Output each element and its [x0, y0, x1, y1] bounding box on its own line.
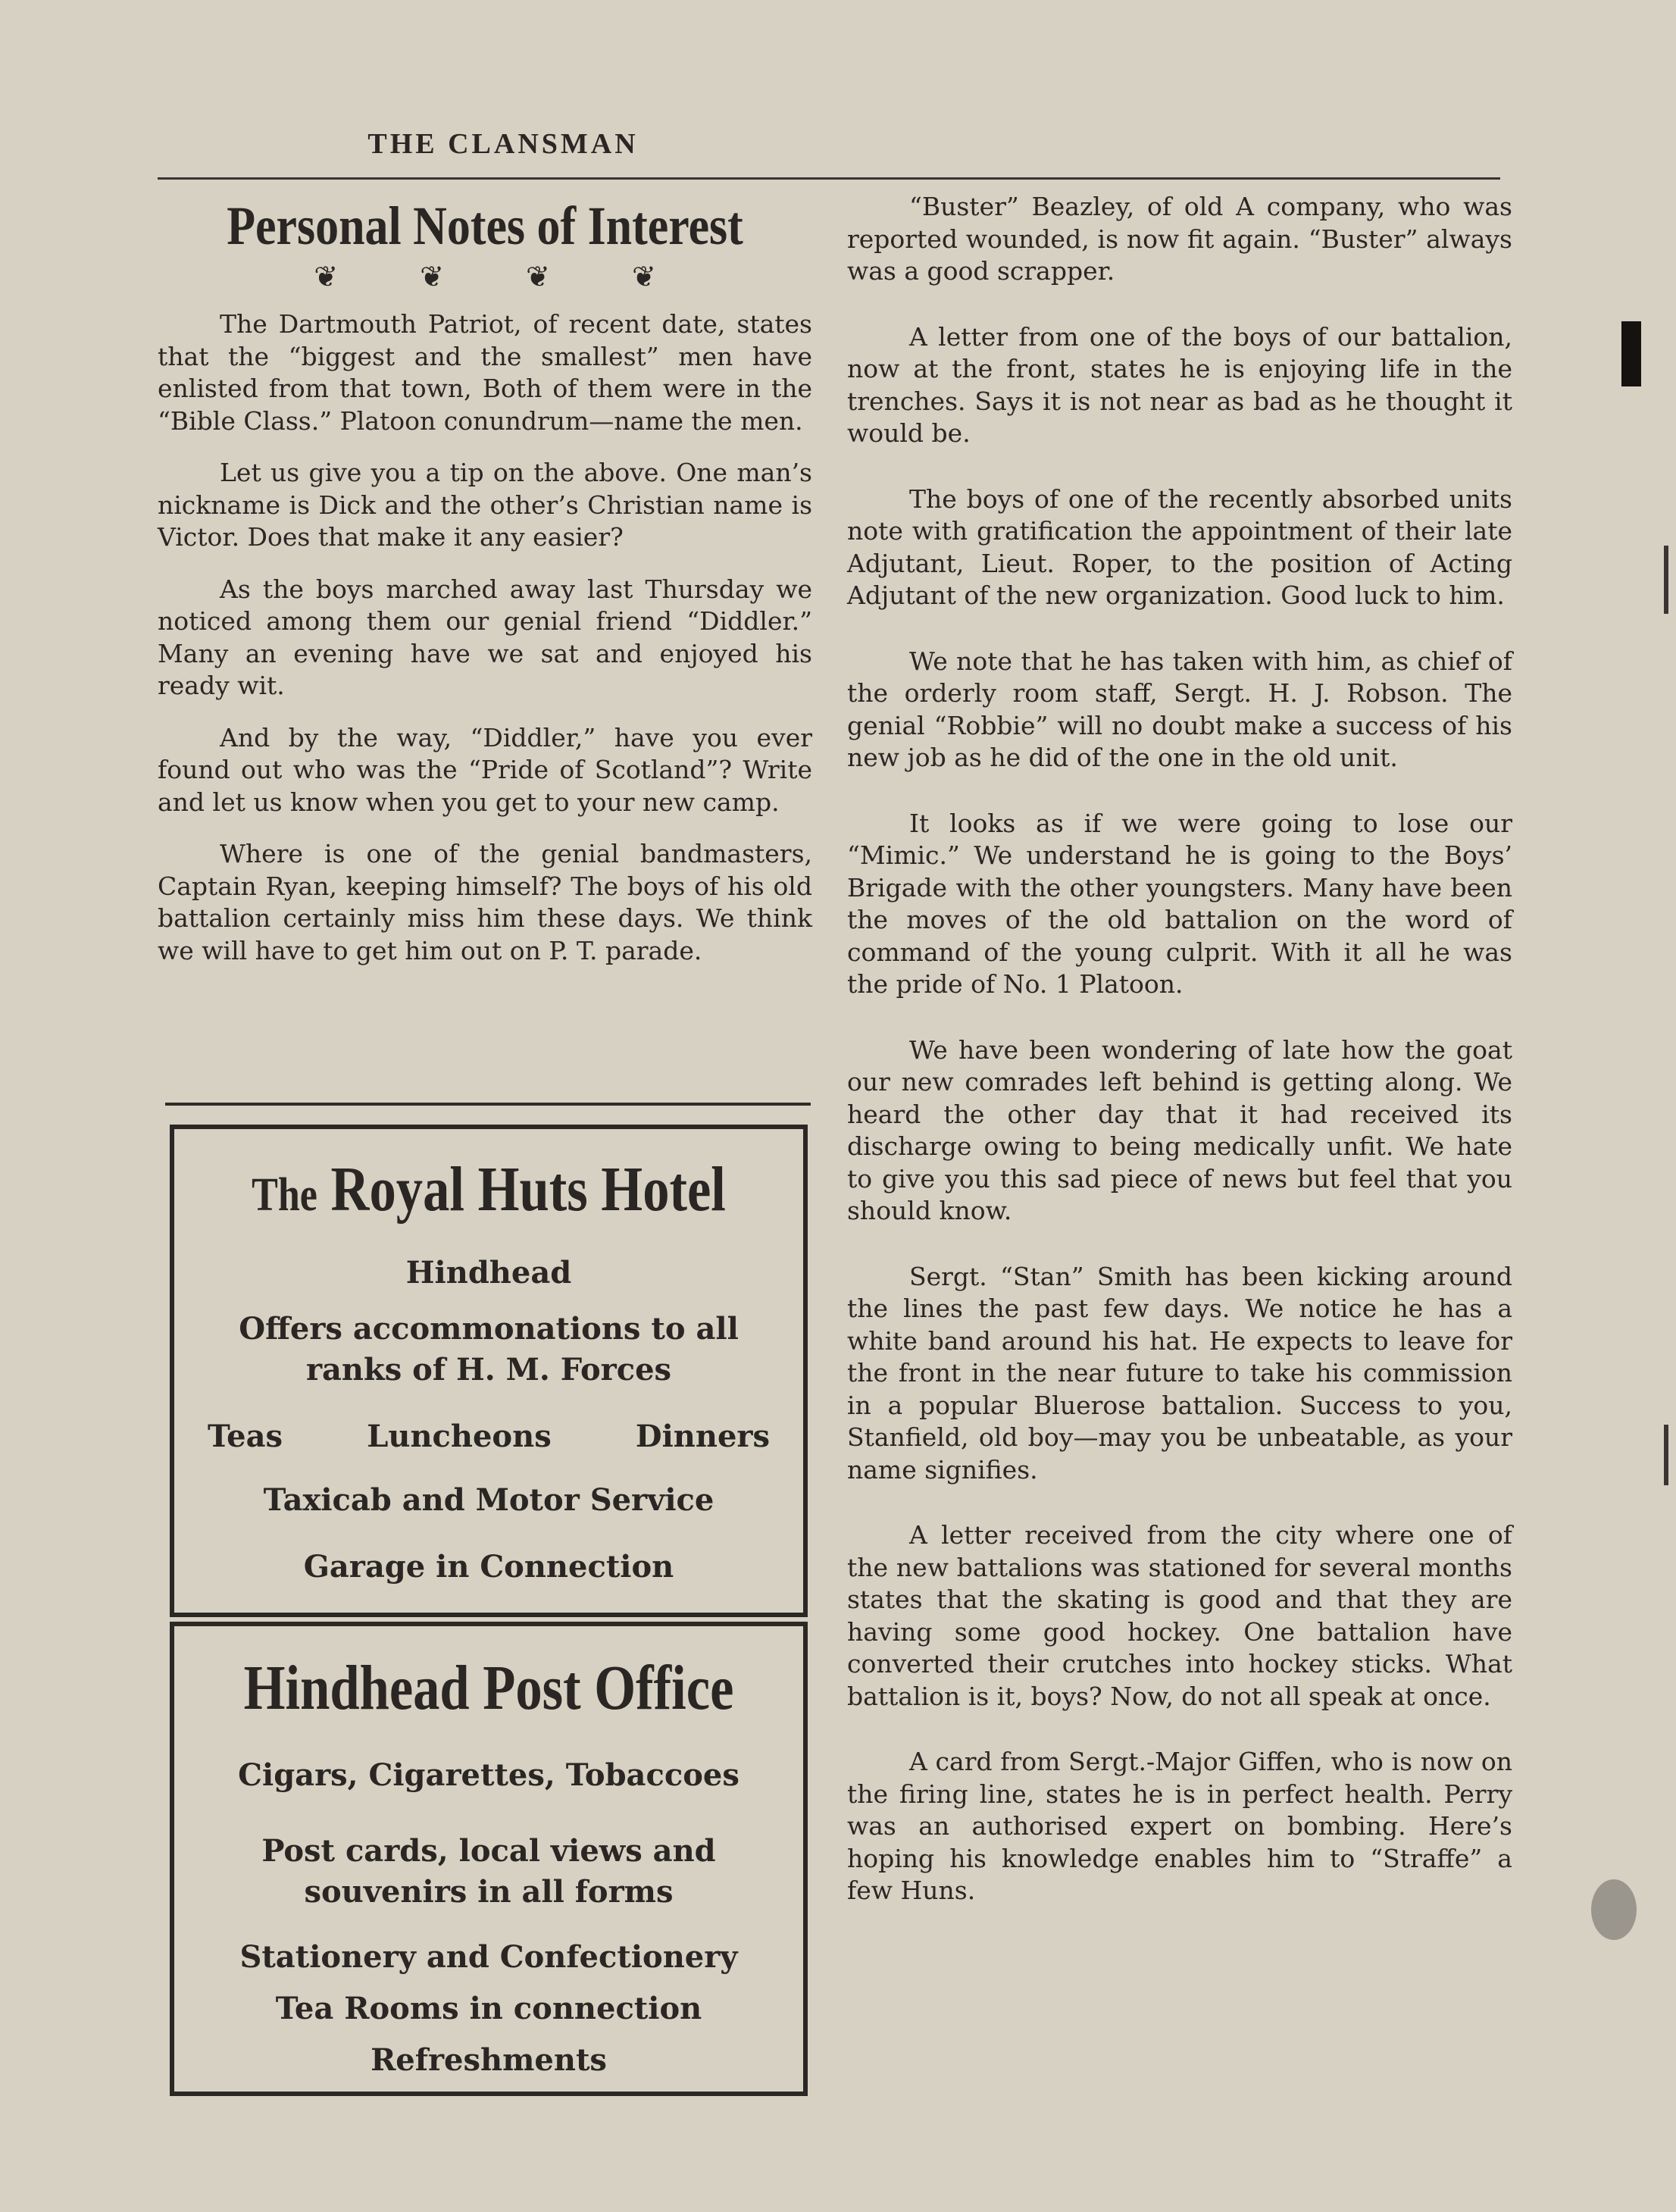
column-separator-rule — [165, 1103, 811, 1106]
paper-damage-mark — [1591, 1879, 1637, 1940]
post-office-title: Hindhead Post Office — [243, 1653, 734, 1723]
meal-dinners: Dinners — [635, 1419, 770, 1454]
post-office-advertisement — [170, 1622, 808, 2096]
note-paragraph: And by the way, “Diddler,” have you ever found out who was the “Pride of Scotland”? Write and let us know when you get to your new camp. — [158, 722, 812, 817]
post-office-line2b: souvenirs in all forms — [304, 1874, 674, 1910]
left-column — [158, 193, 812, 987]
note-paragraph: The boys of one of the recently absorbed units note with gratification the appointment of their late Adjutant, Lieut. Roper, to the position of Acting Adjutant of the new organization. Good luck to him. — [847, 483, 1512, 610]
note-paragraph: As the boys marched away last Thursday we noticed among them our genial friend “Diddler.” Many an evening have we sat and enjoyed his ready wit. — [158, 574, 812, 700]
header-rule — [158, 177, 1500, 180]
edge-mark — [1664, 546, 1668, 614]
note-paragraph: Where is one of the genial bandmasters, Captain Ryan, keeping himself? The boys of his old battalion certainly miss him these days. We think we will have to get him out on P. T. parade. — [158, 839, 812, 965]
post-office-line1: Cigars, Cigarettes, Tobaccoes — [238, 1757, 740, 1793]
right-column — [847, 191, 1512, 1941]
hotel-garage: Garage in Connection — [303, 1549, 674, 1585]
post-office-line2a: Post cards, local views and — [261, 1833, 716, 1869]
hotel-meals-row — [174, 1416, 803, 1457]
note-paragraph: We note that he has taken with him, as chief of the orderly room staff, Sergt. H. J. Robson. The genial “Robbie” will no doubt make a success of his new job as he did of the one in the old unit. — [847, 646, 1512, 772]
running-title: THE CLANSMAN — [367, 128, 639, 160]
hotel-advertisement — [170, 1125, 808, 1617]
note-paragraph: A letter received from the city where one of the new battalions was stationed for several months states that the skating is good and that they are having some good hockey. One battalion have converted their crutches into hockey sticks. What battalion is it, boys? Now, do not all speak at once. — [847, 1520, 1512, 1711]
hotel-title-main: Royal Huts Hotel — [330, 1154, 726, 1225]
hotel-offer-line2: ranks of H. M. Forces — [305, 1352, 672, 1388]
hotel-title — [224, 1152, 752, 1233]
meal-luncheons: Luncheons — [367, 1419, 552, 1454]
section-title: Personal Notes of Interest — [227, 196, 743, 256]
hotel-place: Hindhead — [405, 1255, 572, 1291]
meal-teas: Teas — [208, 1419, 283, 1454]
hotel-title-the: The — [252, 1169, 317, 1221]
binding-tab-mark — [1621, 321, 1641, 386]
ornament-row: ❦ ❦ ❦ ❦ — [314, 260, 693, 293]
hotel-service: Taxicab and Motor Service — [263, 1482, 714, 1518]
note-paragraph: Let us give you a tip on the above. One man’s nickname is Dick and the other’s Christian name is Victor. Does that make it any easier? — [158, 458, 812, 552]
note-paragraph: It looks as if we were going to lose our “Mimic.” We understand he is going to the Boys’ Brigade with the other youngsters. Many have been the moves of the old battalion on the word of command of the young culprit. With it all he was the pride of No. 1 Platoon. — [847, 808, 1512, 999]
post-office-line4: Tea Rooms in connection — [275, 1991, 702, 2026]
note-paragraph: The Dartmouth Patriot, of recent date, states that the “biggest and the smallest” men have enlisted from that town, Both of them were in the “Bible Class.” Platoon conundrum—name the men. — [158, 309, 812, 436]
hotel-offer-line1: Offers accommonations to all — [239, 1311, 739, 1347]
note-paragraph: A card from Sergt.-Major Giffen, who is now on the firing line, states he is in perfect health. Perry was an authorised expert on bombing. Here’s hoping his knowledge enables him to “Straffe” a few Huns. — [847, 1747, 1512, 1905]
post-office-line5: Refreshments — [371, 2042, 607, 2078]
note-paragraph: We have been wondering of late how the goat our new comrades left behind is getting along. We heard the other day that it had received its discharge owing to being medically unfit. We hate to give you this sad piece of news but feel that you should know. — [847, 1034, 1512, 1225]
note-paragraph: Sergt. “Stan” Smith has been kicking around the lines the past few days. We notice he has a white band around his hat. He expects to leave for the front in the near future to take his commission in a popular Bluerose battalion. Success to you, Stanfield, old boy—may you be unbeatable, as your name signifies. — [847, 1261, 1512, 1485]
note-paragraph: A letter from one of the boys of our battalion, now at the front, states he is enjoying life in the trenches. Says it is not near as bad as he thought it would be. — [847, 321, 1512, 448]
note-paragraph: “Buster” Beazley, of old A company, who was reported wounded, is now fit again. “Buster” always was a good scrapper. — [847, 192, 1512, 286]
edge-mark — [1664, 1425, 1668, 1485]
post-office-line3: Stationery and Confectionery — [239, 1939, 738, 1975]
